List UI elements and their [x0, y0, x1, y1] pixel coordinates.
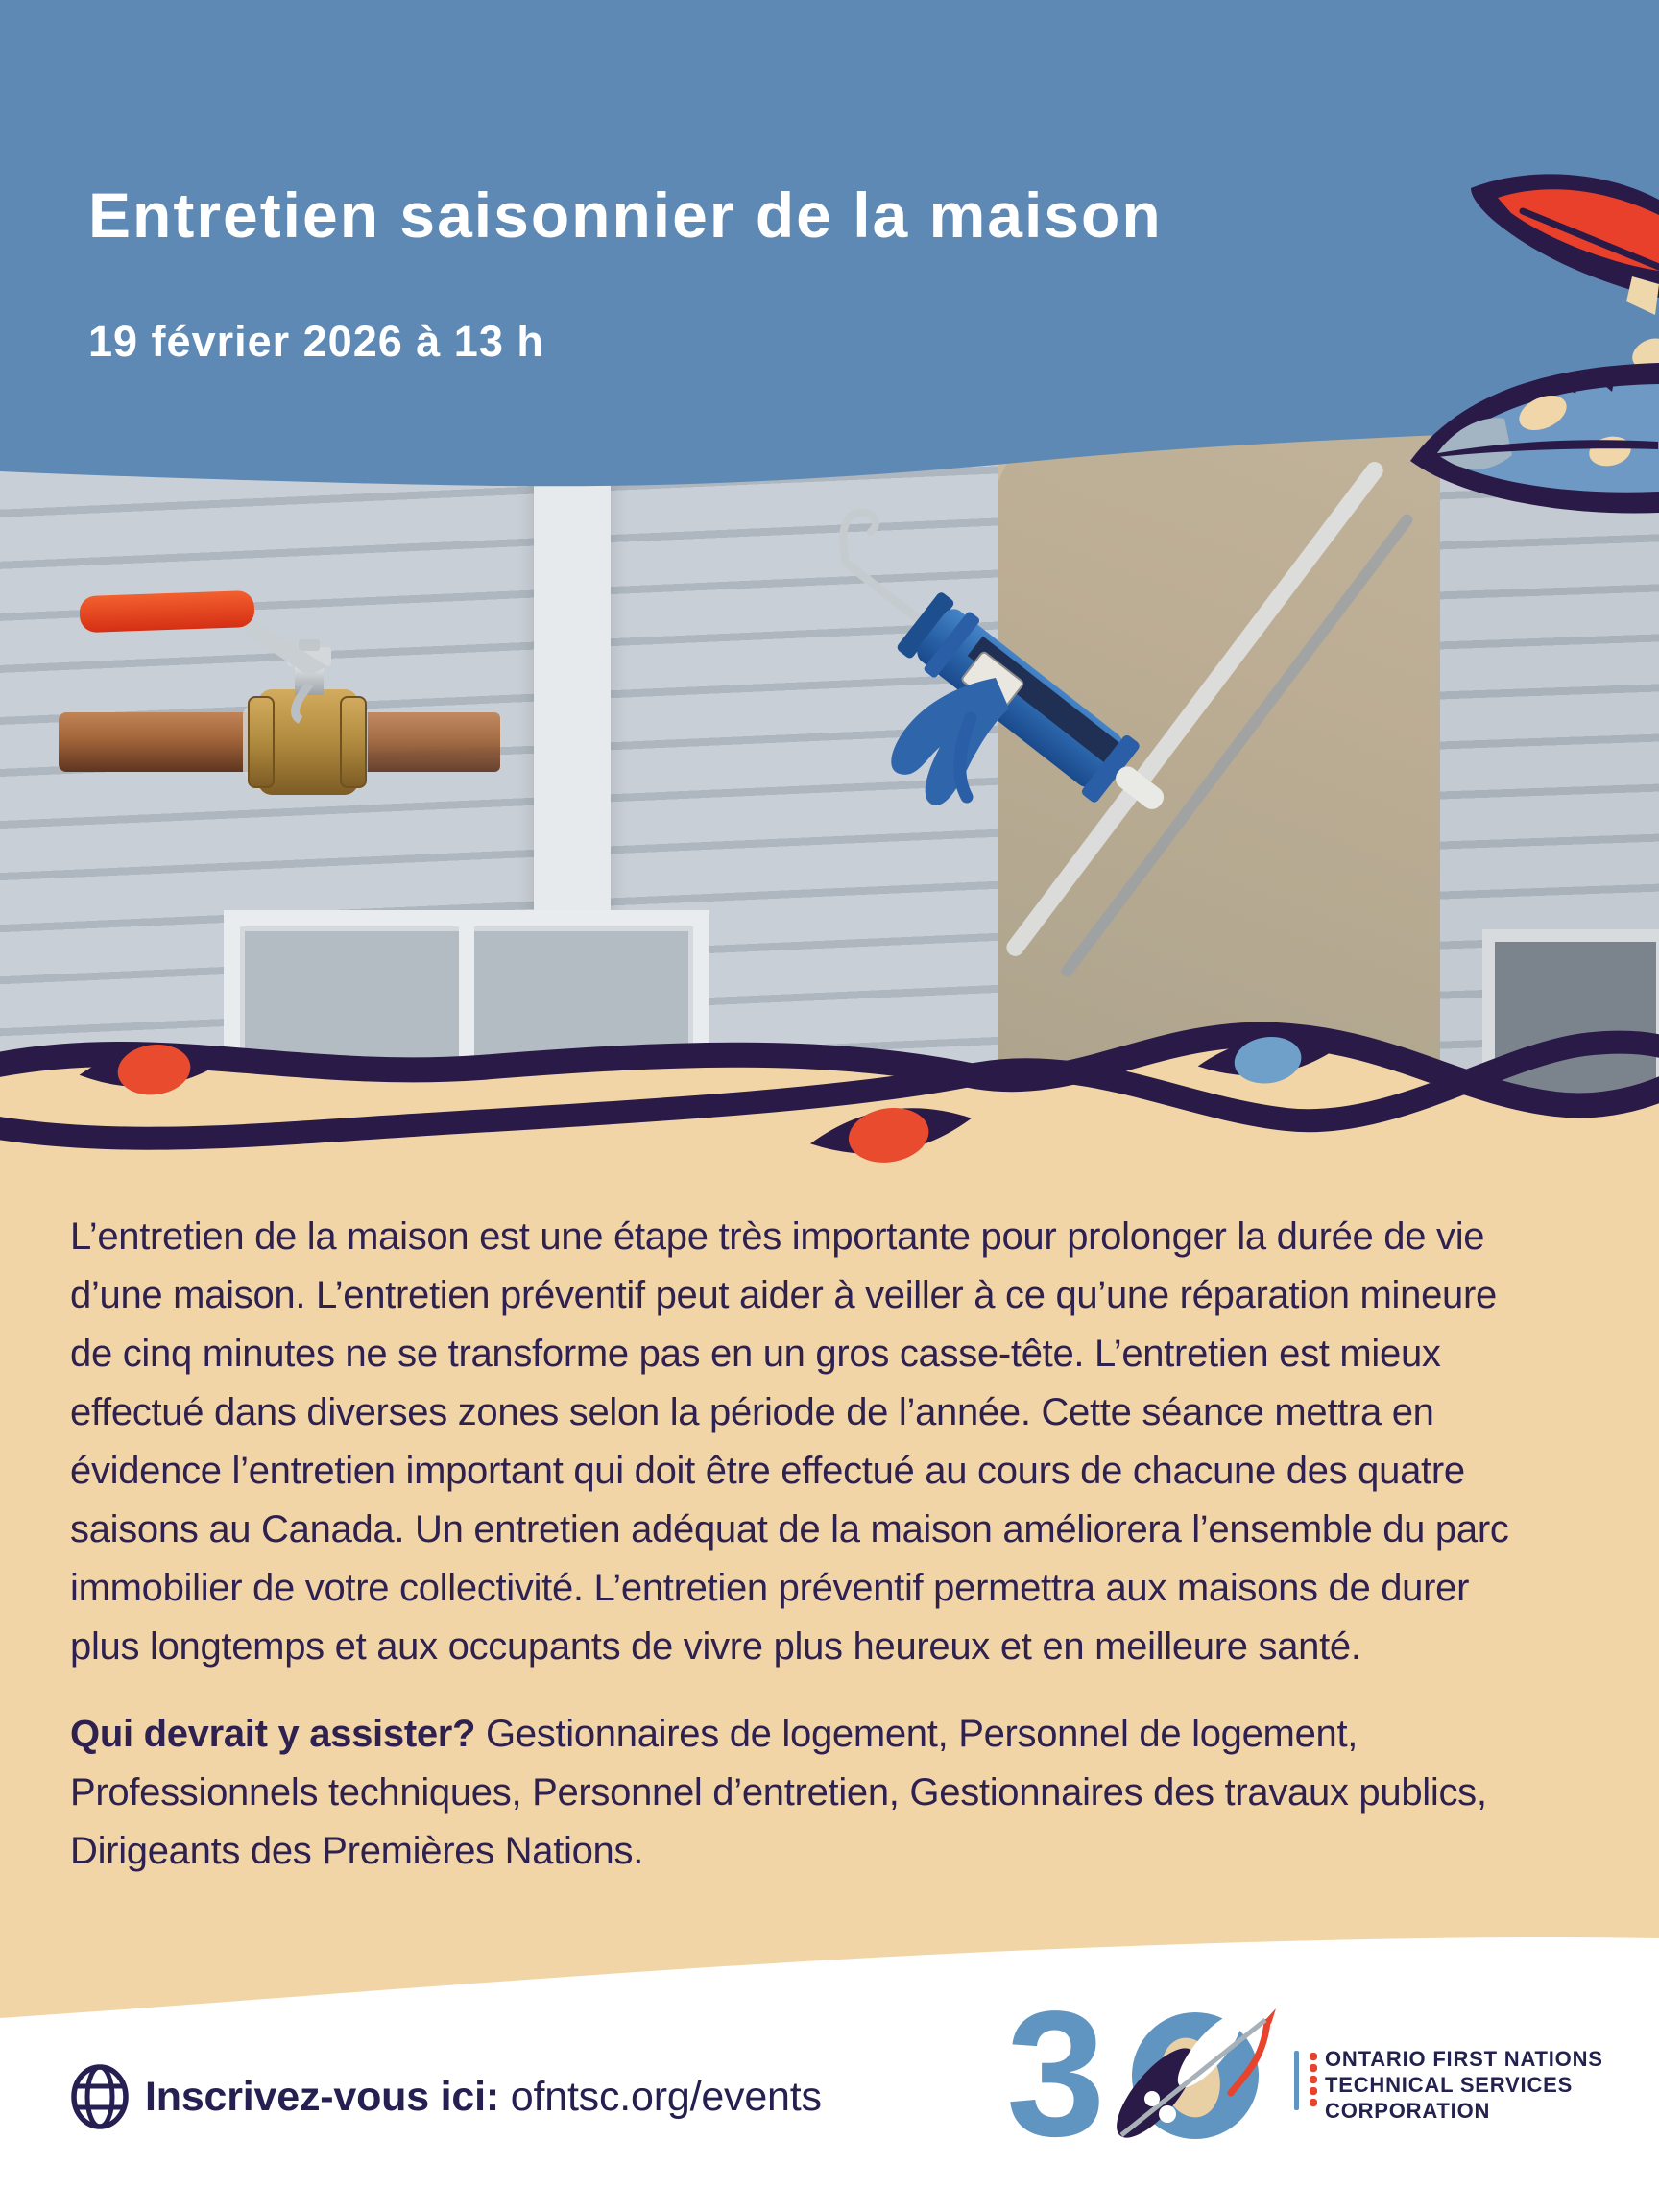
logo-divider: [1294, 2051, 1299, 2110]
org-line-2: TECHNICAL SERVICES: [1325, 2073, 1574, 2097]
registration-text: [145, 2074, 822, 2121]
logo-digit-3: 3: [1006, 2001, 1106, 2154]
registration-lead: Inscrivez-vous ici:: [145, 2073, 500, 2120]
ball-valve-image: [53, 568, 504, 842]
audience-paragraph: [70, 1705, 1531, 1881]
body-text-block: [70, 1208, 1531, 1881]
blue-feather-icon: [1397, 338, 1659, 525]
intro-paragraph: L’entretien de la maison est une étape très importante pour prolonger la durée de vie d’une maison. L’entretien préventif peut aider à veiller à ce qu’une réparation mineure de cinq minutes ne se transforme pas en un gros casse-tête. L’entretien est mieux effectué dans diverses zones selon la période de l’année. Cette séance mettra en évidence l’entretien important qui doit être effectué au cours de chacune des quatre saisons au Canada. Un entretien adéquat de la maison améliorera l’ensemble du parc immobilier de votre collectivité. L’entretien préventif permettra aux maisons de durer plus longtemps et aux occupants de vivre plus heureux et en meilleure santé.: [70, 1215, 1509, 1668]
org-name-block: [1325, 2046, 1603, 2124]
caulking-gun-image: [811, 480, 1214, 845]
registration-row: [70, 2064, 822, 2129]
event-date: 19 février 2026 à 13 h: [88, 317, 544, 366]
audience-lead: Qui devrait y assister?: [70, 1713, 476, 1755]
audience-list: Gestionnaires de logement, Personnel de logement, Professionnels techniques, Personnel d’entretien, Gestionnaires des travaux publics, Dirigeants des Premières Nations.: [70, 1713, 1487, 1872]
registration-url: ofntsc.org/events: [499, 2073, 822, 2120]
org-line-1: ONTARIO FIRST NATIONS: [1325, 2047, 1603, 2071]
org-line-3: CORPORATION: [1325, 2099, 1491, 2123]
wave-motif-band: [0, 989, 1659, 1195]
red-dots-column: [1310, 2053, 1317, 2110]
globe-icon: [70, 2064, 130, 2129]
page-title: Entretien saisonnier de la maison: [88, 180, 1163, 251]
ofntsc-30-logo: [1006, 2001, 1285, 2154]
